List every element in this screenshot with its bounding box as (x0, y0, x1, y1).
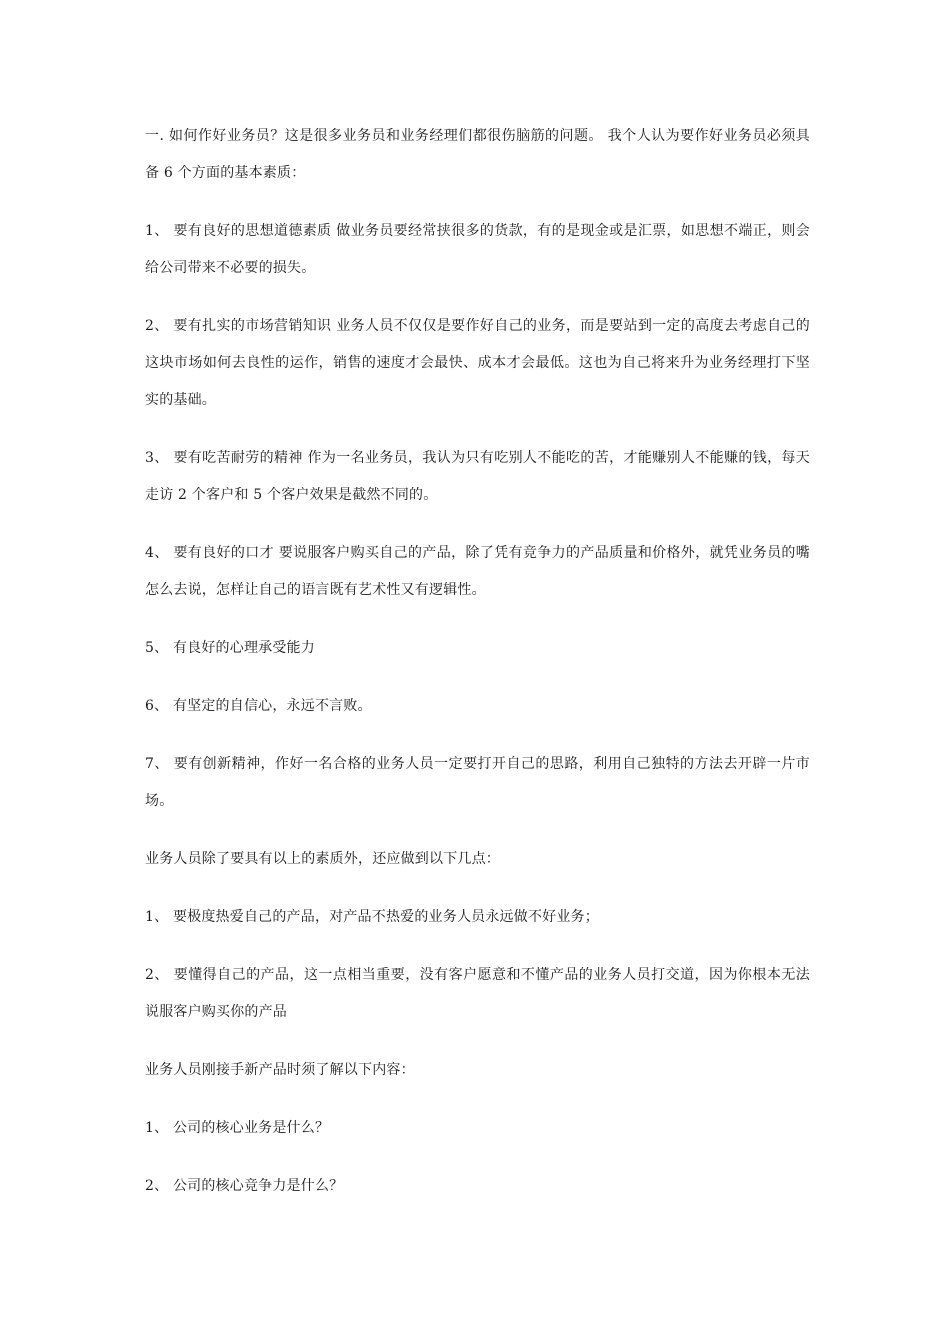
additional-point-2: 2、 要懂得自己的产品，这一点相当重要，没有客户愿意和不懂产品的业务人员打交道，因为你根本无法说服客户购买你的产品 (145, 967, 810, 1020)
quality-item-4: 4、 要有良好的口才 要说服客户购买自己的产品，除了凭有竞争力的产品质量和价格外，就凭业务员的嘴怎么去说，怎样让自己的语言既有艺术性又有逻辑性。 (145, 545, 810, 598)
document-page (145, 118, 810, 1226)
intro-paragraph: 一. 如何作好业务员？这是很多业务员和业务经理们都很伤脑筋的问题。 我个人认为要作好业务员必须具备 6 个方面的基本素质： (145, 128, 810, 181)
new-product-heading: 业务人员刚接手新产品时须了解以下内容： (145, 1062, 415, 1078)
quality-item-3: 3、 要有吃苦耐劳的精神 作为一名业务员，我认为只有吃别人不能吃的苦，才能赚别人不能赚的钱，每天走访 2 个客户和 5 个客户效果是截然不同的。 (145, 450, 810, 503)
quality-item-5: 5、 有良好的心理承受能力 (145, 640, 315, 656)
quality-item-6: 6、 有坚定的自信心，永远不言败。 (145, 698, 372, 714)
additional-points-heading: 业务人员除了要具有以上的素质外，还应做到以下几点： (145, 851, 500, 867)
new-product-item-1: 1、 公司的核心业务是什么？ (145, 1120, 330, 1136)
quality-item-7: 7、 要有创新精神，作好一名合格的业务人员一定要打开自己的思路，利用自己独特的方法去开辟一片市场。 (145, 756, 810, 809)
quality-item-2: 2、 要有扎实的市场营销知识 业务人员不仅仅是要作好自己的业务，而是要站到一定的高度去考虑自己的这块市场如何去良性的运作，销售的速度才会最快、成本才会最低。这也为自己将来升为业务经理打下坚实的基础。 (145, 318, 810, 408)
additional-point-1: 1、 要极度热爱自己的产品，对产品不热爱的业务人员永远做不好业务； (145, 909, 599, 925)
quality-item-1: 1、 要有良好的思想道德素质 做业务员要经常挟很多的货款，有的是现金或是汇票，如思想不端正，则会给公司带来不必要的损失。 (145, 223, 810, 276)
new-product-item-2: 2、 公司的核心竞争力是什么？ (145, 1178, 344, 1194)
